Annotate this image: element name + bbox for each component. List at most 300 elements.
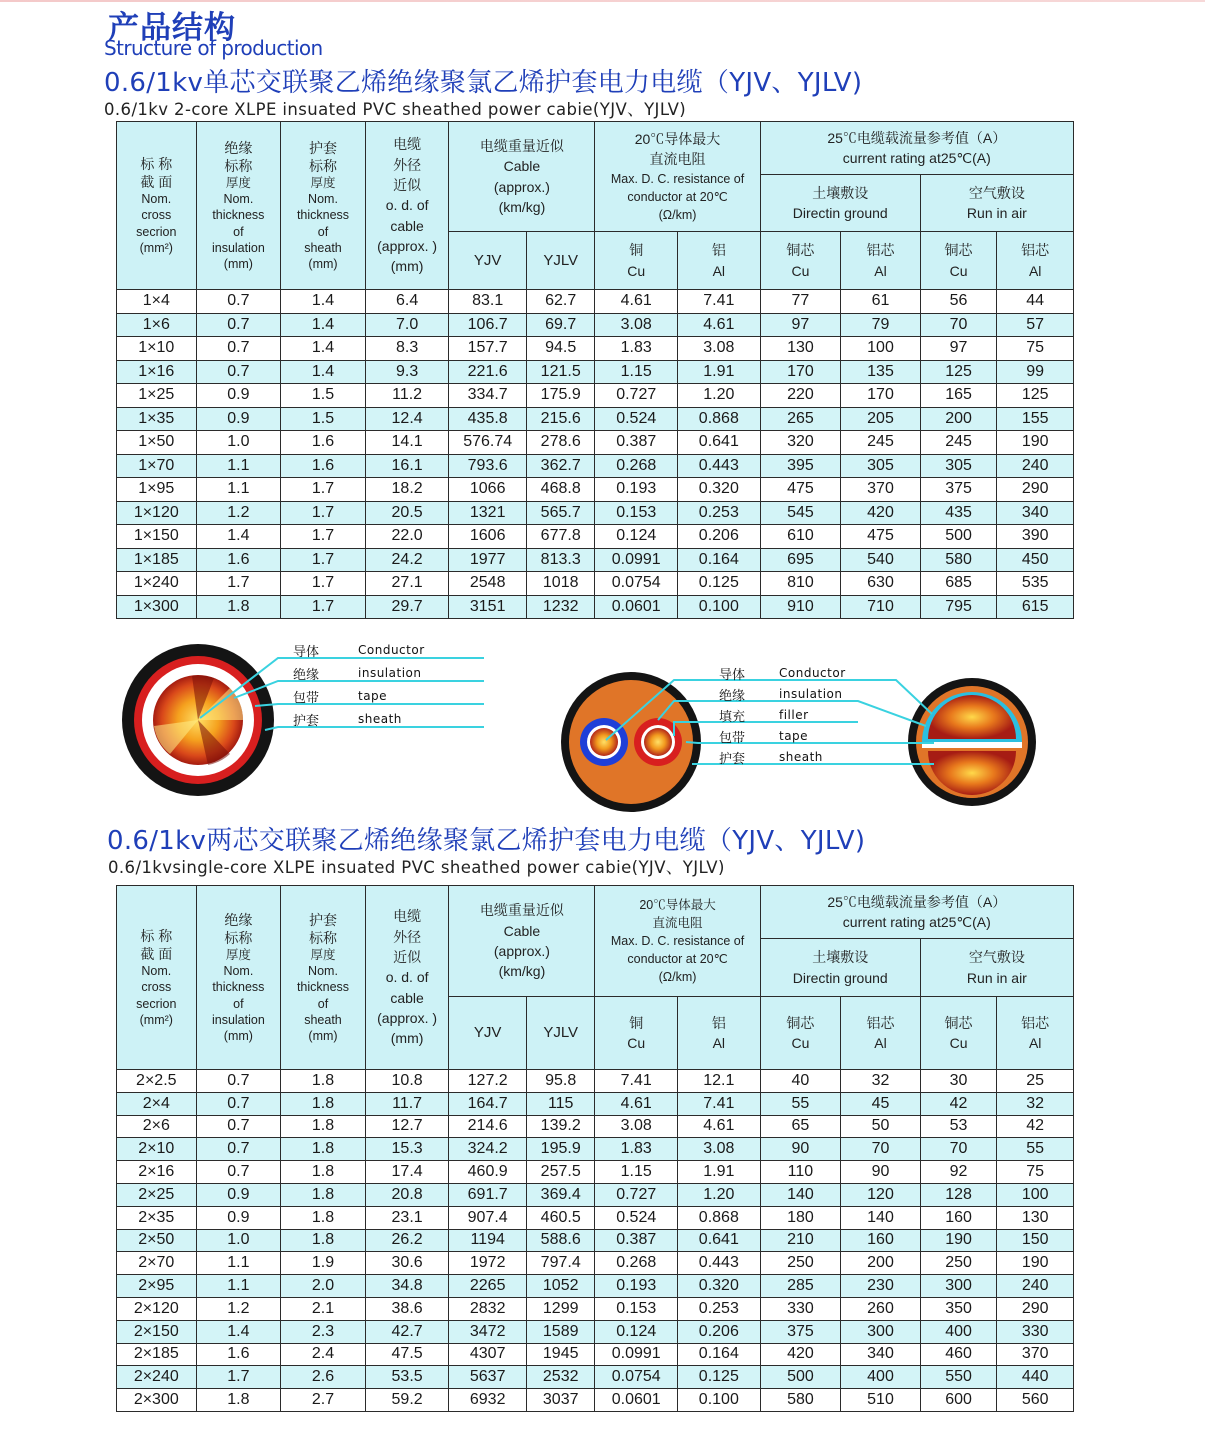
table-row bbox=[117, 1070, 1074, 1093]
table-cell: 0.9 bbox=[196, 1206, 281, 1229]
table-cell: 45 bbox=[841, 1092, 921, 1115]
table-cell: 0.153 bbox=[595, 1297, 678, 1320]
header-line: Al bbox=[1028, 262, 1042, 279]
table-cell: 1066 bbox=[449, 478, 527, 502]
table-row bbox=[117, 407, 1074, 431]
table-cell: 92 bbox=[920, 1161, 997, 1184]
table-cell: 0.7 bbox=[196, 1138, 281, 1161]
table-cell: 0.206 bbox=[678, 525, 761, 549]
table-cell: 1.7 bbox=[281, 572, 366, 596]
table-cell: 350 bbox=[920, 1297, 997, 1320]
header-line: (mm²) bbox=[139, 240, 173, 255]
header-sheath bbox=[281, 886, 366, 1070]
table-cell: 2×50 bbox=[117, 1229, 197, 1252]
table-cell: 4.61 bbox=[595, 1092, 678, 1115]
header-line: conductor at 20℃ bbox=[627, 189, 728, 204]
table-cell: 42 bbox=[997, 1115, 1074, 1138]
header-line: 铜 bbox=[629, 242, 644, 259]
table-cell: 540 bbox=[841, 548, 921, 572]
table-cell: 1232 bbox=[526, 595, 594, 619]
table-cell: 2×10 bbox=[117, 1138, 197, 1161]
table-cell: 30.6 bbox=[365, 1252, 449, 1275]
header-section bbox=[117, 122, 197, 290]
table-cell: 94.5 bbox=[526, 337, 594, 361]
table-row bbox=[117, 1320, 1074, 1343]
table-cell: 0.268 bbox=[595, 1252, 678, 1275]
header-yjv: YJV bbox=[449, 997, 527, 1070]
table-cell: 170 bbox=[760, 360, 841, 384]
header-line: Max. D. C. resistance of bbox=[610, 171, 745, 186]
table-cell: 200 bbox=[920, 407, 997, 431]
table-cell: 370 bbox=[997, 1343, 1074, 1366]
header-line: 铝芯 bbox=[1021, 242, 1050, 259]
table-cell: 0.868 bbox=[678, 407, 761, 431]
table-row bbox=[117, 431, 1074, 455]
header-line: 标称 bbox=[224, 929, 253, 946]
table-cell: 25 bbox=[997, 1070, 1074, 1093]
header-line: 绝缘 bbox=[224, 911, 253, 928]
d1-label-en-3: sheath bbox=[358, 712, 402, 726]
table-cell: 0.206 bbox=[678, 1320, 761, 1343]
table-cell: 8.3 bbox=[365, 337, 449, 361]
table-cell: 1.6 bbox=[196, 548, 281, 572]
table-row bbox=[117, 501, 1074, 525]
header-line: 铝 bbox=[711, 242, 726, 259]
header-line: o. d. of bbox=[385, 969, 429, 986]
table-cell: 12.1 bbox=[678, 1070, 761, 1093]
header-line: 厚度 bbox=[310, 175, 336, 190]
table-cell: 460.5 bbox=[526, 1206, 594, 1229]
header-line: 25℃电缆载流量参考值（A） bbox=[827, 129, 1007, 146]
table-cell: 793.6 bbox=[449, 454, 527, 478]
table-cell: 97 bbox=[760, 313, 841, 337]
table-cell: 20.5 bbox=[365, 501, 449, 525]
table-cell: 0.253 bbox=[678, 501, 761, 525]
table-cell: 1×4 bbox=[117, 290, 197, 314]
table-cell: 400 bbox=[841, 1366, 921, 1389]
header-line: (mm) bbox=[223, 1029, 253, 1044]
table-cell: 260 bbox=[841, 1297, 921, 1320]
table-cell: 230 bbox=[841, 1275, 921, 1298]
header-section bbox=[117, 886, 197, 1070]
d1-label-en-0: Conductor bbox=[358, 643, 425, 657]
table-cell: 1.4 bbox=[281, 313, 366, 337]
header-line: Cable bbox=[503, 158, 541, 175]
table-cell: 0.100 bbox=[678, 595, 761, 619]
table-cell: 7.41 bbox=[595, 1070, 678, 1093]
header-resist-al bbox=[678, 997, 761, 1070]
table-cell: 1×16 bbox=[117, 360, 197, 384]
header-line: (approx. ) bbox=[377, 237, 438, 254]
header-line: 铝 bbox=[711, 1014, 726, 1031]
table-cell: 7.41 bbox=[678, 290, 761, 314]
header-line: of bbox=[233, 224, 244, 239]
table-cell: 324.2 bbox=[449, 1138, 527, 1161]
table-cell: 475 bbox=[841, 525, 921, 549]
header-line: 标称 bbox=[308, 157, 337, 174]
table-cell: 27.1 bbox=[365, 572, 449, 596]
table-cell: 278.6 bbox=[526, 431, 594, 455]
header-sheath bbox=[281, 122, 366, 290]
table-cell: 70 bbox=[920, 1138, 997, 1161]
header-line: of bbox=[317, 224, 329, 239]
table-cell: 47.5 bbox=[365, 1343, 449, 1366]
header-line: sheath bbox=[304, 1012, 342, 1027]
table-cell: 57 bbox=[997, 313, 1074, 337]
table-row bbox=[117, 1183, 1074, 1206]
header-line: 25℃电缆载流量参考值（A） bbox=[827, 893, 1007, 910]
table-cell: 1.5 bbox=[281, 407, 366, 431]
table-cell: 1.5 bbox=[281, 384, 366, 408]
table-cell: 128 bbox=[920, 1183, 997, 1206]
table-cell: 2×185 bbox=[117, 1343, 197, 1366]
table-cell: 130 bbox=[997, 1206, 1074, 1229]
table-cell: 210 bbox=[760, 1229, 841, 1252]
header-line: cable bbox=[390, 989, 424, 1006]
table-cell: 0.0991 bbox=[595, 548, 678, 572]
table-cell: 55 bbox=[997, 1138, 1074, 1161]
table-cell: 1.91 bbox=[678, 360, 761, 384]
table-cell: 1.20 bbox=[678, 1183, 761, 1206]
table-cell: 290 bbox=[997, 1297, 1074, 1320]
table-cell: 320 bbox=[760, 431, 841, 455]
header-line: o. d. of bbox=[385, 197, 429, 214]
header-line: (approx.) bbox=[493, 178, 550, 195]
table-cell: 1.7 bbox=[281, 478, 366, 502]
table-cell: 3.08 bbox=[595, 313, 678, 337]
header-line: 电缆重量近似 bbox=[479, 137, 564, 154]
header-weight bbox=[449, 122, 595, 232]
header-line: 标 称 bbox=[140, 927, 173, 944]
table-cell: 62.7 bbox=[526, 290, 594, 314]
header-line: (Ω/km) bbox=[658, 207, 697, 222]
table-cell: 2×95 bbox=[117, 1275, 197, 1298]
table-row bbox=[117, 1343, 1074, 1366]
table-cell: 710 bbox=[841, 595, 921, 619]
table-cell: 4.61 bbox=[595, 290, 678, 314]
table-cell: 34.8 bbox=[365, 1275, 449, 1298]
table-cell: 115 bbox=[526, 1092, 594, 1115]
table-cell: 813.3 bbox=[526, 548, 594, 572]
header-line: insulation bbox=[211, 240, 265, 255]
table-cell: 32 bbox=[997, 1092, 1074, 1115]
table-cell: 685 bbox=[920, 572, 997, 596]
header-yjlv: YJLV bbox=[526, 232, 594, 290]
table-cell: 545 bbox=[760, 501, 841, 525]
table-cell: 65 bbox=[760, 1115, 841, 1138]
d2-label-cn-3: 包带 bbox=[719, 731, 746, 746]
header-outer-diameter bbox=[365, 122, 449, 290]
table-cell: 1.15 bbox=[595, 360, 678, 384]
table-cell: 6932 bbox=[449, 1389, 527, 1412]
table-cell: 1×95 bbox=[117, 478, 197, 502]
table-cell: 12.7 bbox=[365, 1115, 449, 1138]
header-ground-al bbox=[841, 997, 921, 1070]
table-cell: 0.125 bbox=[678, 572, 761, 596]
table-cell: 1052 bbox=[526, 1275, 594, 1298]
header-ground-cu bbox=[760, 997, 841, 1070]
d2-label-en-1: insulation bbox=[779, 687, 843, 701]
header-line: 绝缘 bbox=[224, 139, 253, 156]
table-cell: 1.8 bbox=[281, 1183, 366, 1206]
table-cell: 0.320 bbox=[678, 1275, 761, 1298]
table-cell: 1×10 bbox=[117, 337, 197, 361]
table-cell: 1.8 bbox=[281, 1138, 366, 1161]
table-cell: 100 bbox=[997, 1183, 1074, 1206]
header-line: 电缆 bbox=[393, 908, 422, 925]
table-cell: 340 bbox=[997, 501, 1074, 525]
table-row bbox=[117, 525, 1074, 549]
header-line: 铜芯 bbox=[786, 242, 815, 259]
d2-label-cn-4: 护套 bbox=[719, 752, 746, 767]
header-line: Max. D. C. resistance of bbox=[610, 933, 745, 948]
table-cell: 0.0754 bbox=[595, 1366, 678, 1389]
table-cell: 460 bbox=[920, 1343, 997, 1366]
table-cell: 245 bbox=[841, 431, 921, 455]
table-cell: 257.5 bbox=[526, 1161, 594, 1184]
table-cell: 0.320 bbox=[678, 478, 761, 502]
table-row bbox=[117, 313, 1074, 337]
table-cell: 1×50 bbox=[117, 431, 197, 455]
header-line: thickness bbox=[296, 980, 350, 995]
table-cell: 1945 bbox=[526, 1343, 594, 1366]
table-cell: 0.7 bbox=[196, 360, 281, 384]
table-cell: 0.164 bbox=[678, 548, 761, 572]
table-cell: 0.387 bbox=[595, 1229, 678, 1252]
table-cell: 560 bbox=[997, 1389, 1074, 1412]
table-cell: 580 bbox=[920, 548, 997, 572]
table-cell: 500 bbox=[920, 525, 997, 549]
table-cell: 15.3 bbox=[365, 1138, 449, 1161]
table-cell: 1.7 bbox=[281, 525, 366, 549]
table-cell: 0.868 bbox=[678, 1206, 761, 1229]
table-cell: 2×120 bbox=[117, 1297, 197, 1320]
table1-body bbox=[117, 290, 1074, 619]
table-cell: 2832 bbox=[449, 1297, 527, 1320]
table-cell: 97 bbox=[920, 337, 997, 361]
d1-label-cn-3: 护套 bbox=[293, 714, 320, 729]
table-cell: 0.641 bbox=[678, 1229, 761, 1252]
table-cell: 215.6 bbox=[526, 407, 594, 431]
table-cell: 23.1 bbox=[365, 1206, 449, 1229]
table-row bbox=[117, 1229, 1074, 1252]
table-cell: 565.7 bbox=[526, 501, 594, 525]
section2-title-en: 0.6/1kvsingle-core XLPE insuated PVC sheathed power cabie(YJV、YJLV) bbox=[108, 858, 725, 877]
table-cell: 1.1 bbox=[196, 1275, 281, 1298]
d1-label-cn-1: 绝缘 bbox=[293, 668, 320, 683]
table-cell: 139.2 bbox=[526, 1115, 594, 1138]
table-cell: 0.253 bbox=[678, 1297, 761, 1320]
table-cell: 0.9 bbox=[196, 407, 281, 431]
table-cell: 164.7 bbox=[449, 1092, 527, 1115]
table-row bbox=[117, 1275, 1074, 1298]
table-cell: 1.7 bbox=[196, 572, 281, 596]
header-insulation bbox=[196, 122, 281, 290]
table-cell: 55 bbox=[760, 1092, 841, 1115]
table-cell: 395 bbox=[760, 454, 841, 478]
section2-title-cn: 0.6/1kv两芯交联聚乙烯绝缘聚氯乙烯护套电力电缆（YJV、YJLV) bbox=[107, 826, 866, 856]
table-row bbox=[117, 290, 1074, 314]
header-line: 截 面 bbox=[140, 174, 173, 190]
header-line: Cu bbox=[627, 262, 646, 279]
table-cell: 1.4 bbox=[281, 290, 366, 314]
table-cell: 40 bbox=[760, 1070, 841, 1093]
table-cell: 2×150 bbox=[117, 1320, 197, 1343]
table-cell: 20.8 bbox=[365, 1183, 449, 1206]
d1-label-cn-0: 导体 bbox=[293, 645, 320, 660]
header-line: Cu bbox=[791, 262, 810, 279]
table-cell: 1018 bbox=[526, 572, 594, 596]
header-resistance bbox=[595, 886, 760, 997]
header-ground-cu bbox=[760, 232, 841, 290]
header-line: Nom. bbox=[141, 192, 172, 207]
table-row bbox=[117, 595, 1074, 619]
table-cell: 435 bbox=[920, 501, 997, 525]
table-cell: 190 bbox=[997, 1252, 1074, 1275]
header-line: of bbox=[317, 996, 329, 1011]
header-line: Nom. bbox=[308, 192, 338, 207]
d2-label-en-3: tape bbox=[779, 729, 809, 743]
table-cell: 16.1 bbox=[365, 454, 449, 478]
header-line: (Ω/km) bbox=[658, 970, 697, 985]
header-air-cu bbox=[920, 232, 997, 290]
header-line: thickness bbox=[212, 208, 265, 223]
header-line: 电缆重量近似 bbox=[479, 902, 564, 919]
table-cell: 29.7 bbox=[365, 595, 449, 619]
table2-body bbox=[117, 1070, 1074, 1412]
table-cell: 14.1 bbox=[365, 431, 449, 455]
d1-label-en-1: insulation bbox=[358, 666, 422, 680]
table-cell: 334.7 bbox=[449, 384, 527, 408]
header-line: secrion bbox=[136, 224, 177, 239]
table-cell: 59.2 bbox=[365, 1389, 449, 1412]
table-cell: 3151 bbox=[449, 595, 527, 619]
table-cell: 2×25 bbox=[117, 1183, 197, 1206]
table-cell: 0.193 bbox=[595, 1275, 678, 1298]
header-line: Al bbox=[874, 262, 887, 279]
table-cell: 0.164 bbox=[678, 1343, 761, 1366]
table-cell: 1×120 bbox=[117, 501, 197, 525]
header-line: cross bbox=[141, 208, 172, 223]
table-cell: 1.8 bbox=[281, 1092, 366, 1115]
table-cell: 2.3 bbox=[281, 1320, 366, 1343]
table-cell: 4.61 bbox=[678, 1115, 761, 1138]
table-cell: 42.7 bbox=[365, 1320, 449, 1343]
table-cell: 1.8 bbox=[281, 1070, 366, 1093]
table-cell: 1.4 bbox=[196, 525, 281, 549]
table-cell: 0.7 bbox=[196, 1092, 281, 1115]
table-cell: 510 bbox=[841, 1389, 921, 1412]
header-line: 20℃导体最大 bbox=[634, 131, 721, 148]
header-line: 电缆 bbox=[393, 136, 422, 153]
table-cell: 1.15 bbox=[595, 1161, 678, 1184]
table-cell: 0.443 bbox=[678, 454, 761, 478]
table-cell: 7.41 bbox=[678, 1092, 761, 1115]
table-cell: 1.8 bbox=[281, 1229, 366, 1252]
table-cell: 70 bbox=[841, 1138, 921, 1161]
table-cell: 1.6 bbox=[196, 1343, 281, 1366]
table-cell: 175.9 bbox=[526, 384, 594, 408]
header-line: cross bbox=[141, 980, 172, 995]
table-cell: 375 bbox=[760, 1320, 841, 1343]
table-cell: 100 bbox=[841, 337, 921, 361]
table-cell: 245 bbox=[920, 431, 997, 455]
header-direct-ground bbox=[760, 939, 920, 997]
table-cell: 135 bbox=[841, 360, 921, 384]
table-cell: 165 bbox=[920, 384, 997, 408]
header-air-cu bbox=[920, 997, 997, 1070]
header-line: (mm) bbox=[390, 1030, 424, 1047]
table-cell: 1×25 bbox=[117, 384, 197, 408]
table-cell: 77 bbox=[760, 290, 841, 314]
table-row bbox=[117, 572, 1074, 596]
header-yjv: YJV bbox=[449, 232, 527, 290]
header-line: Cu bbox=[949, 1035, 968, 1051]
table-cell: 300 bbox=[920, 1275, 997, 1298]
table-cell: 630 bbox=[841, 572, 921, 596]
table-cell: 695 bbox=[760, 548, 841, 572]
table-cell: 1.7 bbox=[281, 595, 366, 619]
table-cell: 400 bbox=[920, 1320, 997, 1343]
table-cell: 170 bbox=[841, 384, 921, 408]
header-line: (approx.) bbox=[493, 943, 550, 959]
header-line: 近似 bbox=[393, 177, 422, 194]
header-weight bbox=[449, 886, 595, 997]
header-line: cable bbox=[390, 217, 424, 234]
table-cell: 220 bbox=[760, 384, 841, 408]
table-cell: 1.8 bbox=[281, 1115, 366, 1138]
table-cell: 390 bbox=[997, 525, 1074, 549]
table-cell: 1.8 bbox=[281, 1161, 366, 1184]
table-cell: 375 bbox=[920, 478, 997, 502]
table-cell: 0.7 bbox=[196, 1161, 281, 1184]
table-cell: 121.5 bbox=[526, 360, 594, 384]
header-line: 土壤敷设 bbox=[812, 949, 869, 966]
table-cell: 1.8 bbox=[196, 1389, 281, 1412]
header-line: 截 面 bbox=[140, 946, 173, 962]
header-line: 外径 bbox=[393, 928, 422, 945]
table-cell: 106.7 bbox=[449, 313, 527, 337]
table-cell: 17.4 bbox=[365, 1161, 449, 1184]
table-cell: 615 bbox=[997, 595, 1074, 619]
header-line: 铜 bbox=[629, 1014, 644, 1031]
table-cell: 1.4 bbox=[281, 337, 366, 361]
table-cell: 1×70 bbox=[117, 454, 197, 478]
table-cell: 18.2 bbox=[365, 478, 449, 502]
table-cell: 42 bbox=[920, 1092, 997, 1115]
table-cell: 2×2.5 bbox=[117, 1070, 197, 1093]
table-cell: 2×6 bbox=[117, 1115, 197, 1138]
table-cell: 0.641 bbox=[678, 431, 761, 455]
header-resist-cu bbox=[595, 997, 678, 1070]
header-line: Nom. bbox=[223, 964, 254, 979]
table-cell: 550 bbox=[920, 1366, 997, 1389]
table-cell: 2×70 bbox=[117, 1252, 197, 1275]
table-cell: 1.20 bbox=[678, 384, 761, 408]
table-cell: 475 bbox=[760, 478, 841, 502]
section1-title-en: 0.6/1kv 2-core XLPE insuated PVC sheathed power cabie(YJV、YJLV) bbox=[104, 100, 687, 119]
table-cell: 95.8 bbox=[526, 1070, 594, 1093]
header-resistance bbox=[595, 122, 760, 232]
header-line: 厚度 bbox=[310, 947, 336, 962]
table-cell: 0.0601 bbox=[595, 595, 678, 619]
d2-label-en-0: Conductor bbox=[779, 666, 846, 680]
table-cell: 75 bbox=[997, 1161, 1074, 1184]
d2-label-cn-0: 导体 bbox=[719, 668, 746, 683]
header-insulation bbox=[196, 886, 281, 1070]
header-line: thickness bbox=[212, 980, 265, 995]
table-row bbox=[117, 1252, 1074, 1275]
